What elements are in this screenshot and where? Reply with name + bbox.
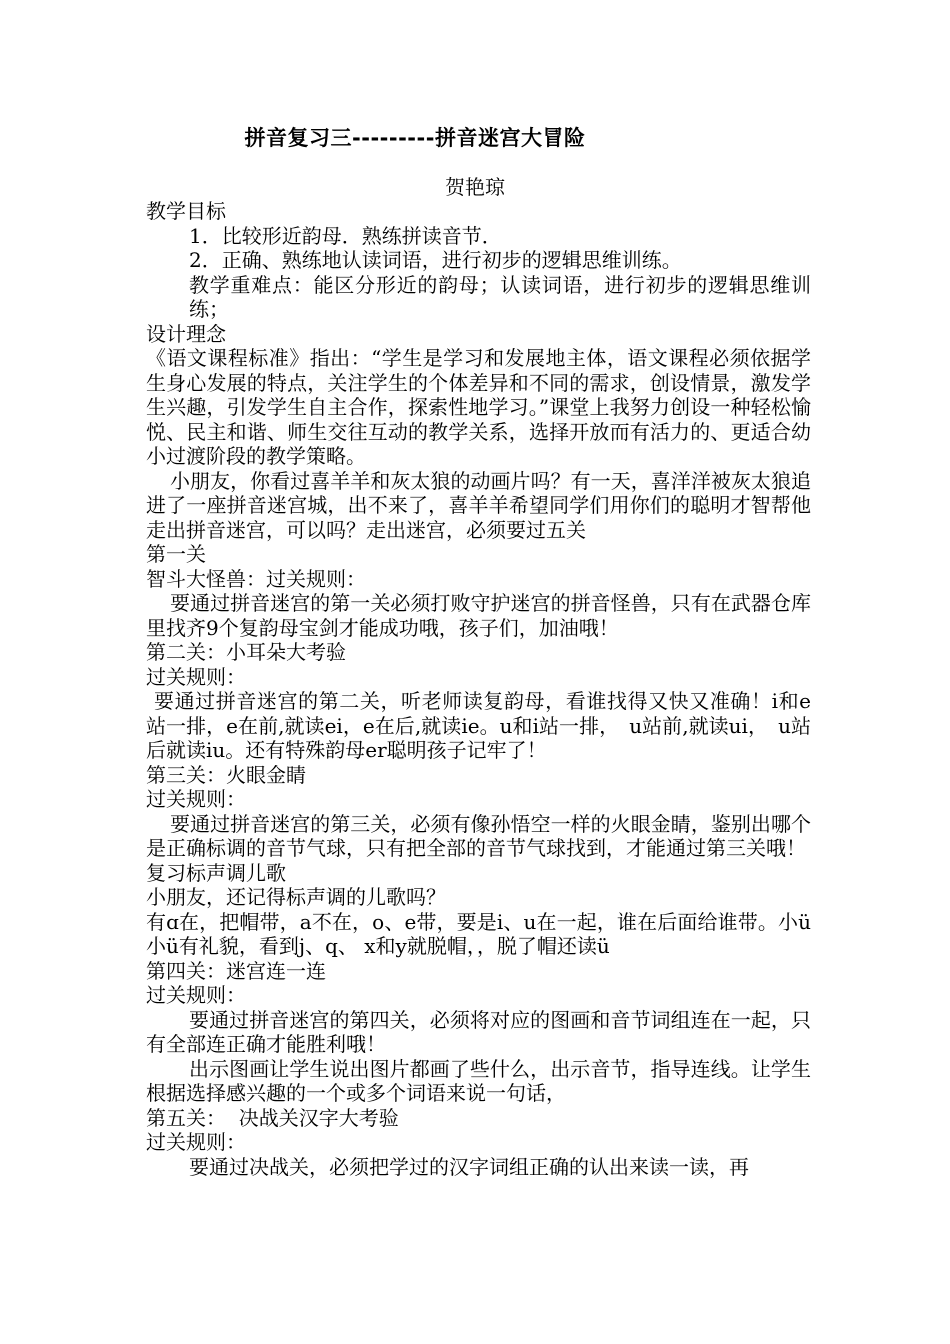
document-title: 拼音复习三---------拼音迷宫大冒险 — [244, 126, 586, 150]
section-heading: 第三关：火眼金睛 — [146, 762, 306, 787]
section-heading: 设计理念 — [146, 321, 226, 346]
paragraph: 1．比较形近韵母．熟练拼读音节． — [189, 223, 502, 248]
paragraph: 过关规则： — [146, 1130, 246, 1154]
paragraph: 过关规则： — [146, 787, 246, 811]
author-name: 贺艳琼 — [445, 175, 505, 199]
paragraph: 过关规则： — [146, 664, 246, 689]
paragraph: 智斗大怪兽：过关规则： — [146, 566, 366, 591]
paragraph: 要通过拼音迷宫的第三关，必须有像孙悟空一样的火眼金睛，鉴别出哪个是正确标调的音节气球，只有把全部的音节气球找到，才能通过第三关哦！ — [146, 811, 811, 860]
paragraph: 小朋友，你看过喜羊羊和灰太狼的动画片吗？有一天，喜洋洋被灰太狼追进了一座拼音迷宫城，出不来了，喜羊羊希望同学们用你们的聪明才智帮他走出拼音迷宫，可以吗？走出迷宫，必须要过五关 — [146, 468, 811, 542]
paragraph: 过关规则： — [146, 983, 246, 1007]
paragraph: 2．正确、熟练地认读词语，进行初步的逻辑思维训练。 — [189, 248, 682, 272]
section-heading: 教学目标 — [146, 199, 226, 223]
paragraph: 要通过拼音迷宫的第四关，必须将对应的图画和音节词组连在一起，只有全部连正确才能胜利哦！ — [146, 1007, 811, 1056]
paragraph: 要通过决战关，必须把学过的汉字词组正确的认出来读一读，再 — [189, 1154, 749, 1179]
paragraph: 有ɑ在，把帽带，a不在，o、e带，要是i、u在一起，谁在后面给谁带。小ü小ü有礼貌，看到j、q、 x和y就脱帽，，脱了帽还读ü — [146, 909, 811, 958]
document-body — [146, 199, 811, 1179]
paragraph: 小朋友，还记得标声调的儿歌吗？ — [146, 885, 446, 909]
section-heading: 第二关：小耳朵大考验 — [146, 640, 346, 664]
section-heading: 第一关 — [146, 542, 206, 566]
section-heading: 第四关：迷宫连一连 — [146, 958, 326, 983]
section-heading: 第五关： 决战关汉字大考验 — [146, 1105, 399, 1130]
paragraph: 教学重难点：能区分形近的韵母；认读词语，进行初步的逻辑思维训练； — [189, 272, 811, 321]
paragraph: 要通过拼音迷宫的第二关，听老师读复韵母，看谁找得又快又准确！i和e站一排，e在前,就读ei，e在后,就读ie。u和i站一排， u站前,就读ui， u站后就读iu。还有特殊韵母er聪明孩子记牢了！ — [146, 689, 811, 762]
paragraph: 《语文课程标准》指出：“学生是学习和发展地主体，语文课程必须依据学生身心发展的特点，关注学生的个体差异和不同的需求，创设情景，激发学生兴趣，引发学生自主合作，探索性地学习。”课堂上我努力创设一种轻松愉悦、民主和谐、师生交往互动的教学关系，选择开放而有活力的、更适合幼小过渡阶段的教学策略。 — [146, 346, 811, 468]
paragraph: 要通过拼音迷宫的第一关必须打败守护迷宫的拼音怪兽，只有在武器仓库里找齐9个复韵母宝剑才能成功哦，孩子们，加油哦！ — [146, 591, 811, 640]
section-heading: 复习标声调儿歌 — [146, 860, 286, 885]
paragraph: 出示图画让学生说出图片都画了些什么，出示音节，指导连线。让学生根据选择感兴趣的一个或多个词语来说一句话， — [146, 1056, 811, 1105]
